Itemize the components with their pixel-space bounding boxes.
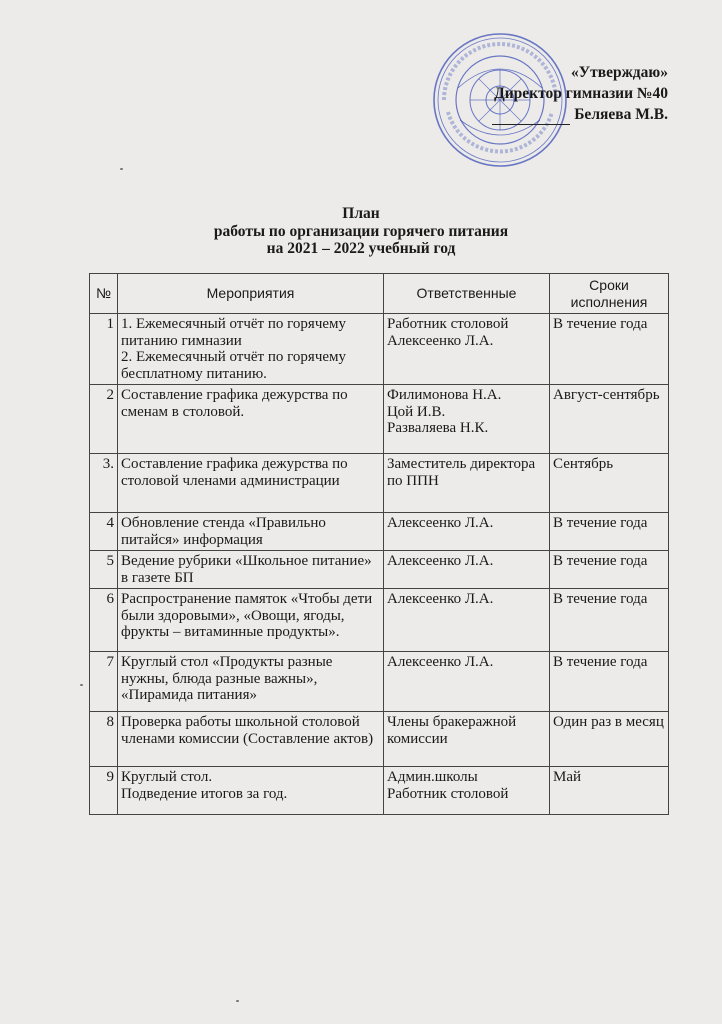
plan-table [89, 273, 669, 815]
row-deadline: Сентябрь [550, 454, 669, 513]
document-title [0, 205, 722, 258]
row-number: 6 [90, 589, 118, 652]
row-responsible: Работник столовой Алексеенко Л.А. [384, 314, 550, 385]
table-row [90, 454, 669, 513]
row-responsible: Алексеенко Л.А. [384, 513, 550, 551]
header-responsible: Ответственные [384, 274, 550, 314]
table-row [90, 513, 669, 551]
row-number: 7 [90, 652, 118, 712]
row-number: 8 [90, 712, 118, 767]
row-responsible: Члены бракеражной комиссии [384, 712, 550, 767]
row-activity: Составление графика дежурства по сменам в столовой. [118, 385, 384, 454]
table-row [90, 652, 669, 712]
row-number: 4 [90, 513, 118, 551]
row-responsible: Алексеенко Л.А. [384, 652, 550, 712]
table-row [90, 589, 669, 652]
row-number: 5 [90, 551, 118, 589]
row-activity: Составление графика дежурства по столовой членами администрации [118, 454, 384, 513]
scan-speck [80, 684, 83, 686]
row-responsible: Заместитель директора по ППН [384, 454, 550, 513]
row-responsible: Алексеенко Л.А. [384, 589, 550, 652]
row-number: 2 [90, 385, 118, 454]
approval-block [492, 62, 668, 125]
row-activity: 1. Ежемесячный отчёт по горячему питанию гимназии 2. Ежемесячный отчёт по горячему бесплатному питанию. [118, 314, 384, 385]
title-line-3: на 2021 – 2022 учебный год [266, 240, 456, 257]
row-number: 1 [90, 314, 118, 385]
table-row [90, 551, 669, 589]
row-activity: Обновление стенда «Правильно питайся» информация [118, 513, 384, 551]
row-activity: Проверка работы школьной столовой членами комиссии (Составление актов) [118, 712, 384, 767]
row-deadline: В течение года [550, 314, 669, 385]
row-activity: Круглый стол. Подведение итогов за год. [118, 767, 384, 815]
row-deadline: В течение года [550, 652, 669, 712]
table-row [90, 767, 669, 815]
scan-speck [120, 168, 123, 170]
row-number: 3. [90, 454, 118, 513]
header-number: № [90, 274, 118, 314]
row-responsible: Алексеенко Л.А. [384, 551, 550, 589]
table-row [90, 314, 669, 385]
row-deadline: Август-сентябрь [550, 385, 669, 454]
row-deadline: В течение года [550, 589, 669, 652]
approval-name: Беляева М.В. [574, 106, 668, 123]
approval-title: «Утверждаю» [570, 64, 668, 81]
row-responsible: Филимонова Н.А. Цой И.В. Разваляева Н.К. [384, 385, 550, 454]
row-responsible: Админ.школы Работник столовой [384, 767, 550, 815]
approval-position: Директор гимназии №40 [494, 85, 668, 102]
table-row [90, 385, 669, 454]
row-deadline: В течение года [550, 551, 669, 589]
row-deadline: В течение года [550, 513, 669, 551]
table-header-row [90, 274, 669, 314]
scan-speck [236, 1000, 239, 1002]
row-activity: Ведение рубрики «Школьное питание» в газете БП [118, 551, 384, 589]
header-deadline: Сроки исполнения [550, 274, 669, 314]
row-number: 9 [90, 767, 118, 815]
header-activity: Мероприятия [118, 274, 384, 314]
table-row [90, 712, 669, 767]
title-line-1: План [342, 205, 380, 222]
row-deadline: Один раз в месяц [550, 712, 669, 767]
row-deadline: Май [550, 767, 669, 815]
row-activity: Распространение памяток «Чтобы дети были здоровыми», «Овощи, ягоды, фрукты – витаминные продукты». [118, 589, 384, 652]
row-activity: Круглый стол «Продукты разные нужны, блюда разные важны», «Пирамида питания» [118, 652, 384, 712]
signature-line [492, 110, 570, 125]
title-line-2: работы по организации горячего питания [213, 222, 509, 240]
